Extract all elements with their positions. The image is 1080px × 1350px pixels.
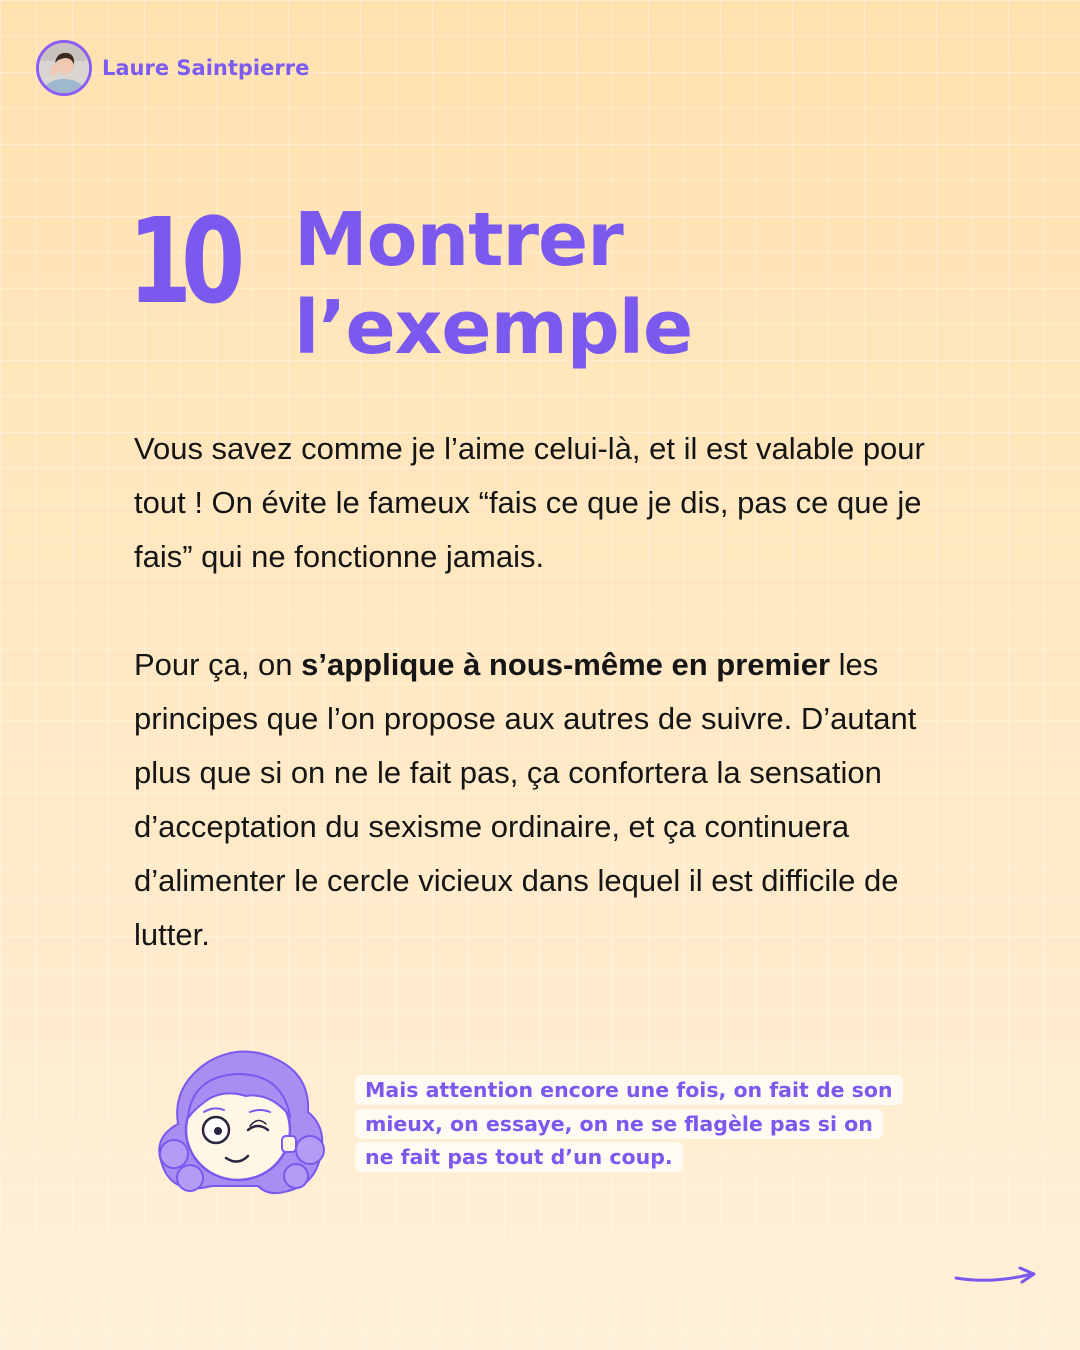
- body-text: [134, 422, 934, 962]
- paragraph-intro: Vous savez comme je l’aime celui-là, et il est valable pour tout ! On évite le fameux “fais ce que je dis, pas ce que je fais” qui ne fonctionne jamais.: [134, 431, 925, 574]
- section-title: [294, 196, 854, 372]
- title-line-2: l’exemple: [294, 285, 693, 371]
- title-line-1: Montrer: [294, 197, 623, 283]
- winking-woman-illustration: [150, 1046, 335, 1205]
- tip-callout: [355, 1074, 895, 1175]
- author-name[interactable]: Laure Saintpierre: [102, 56, 310, 80]
- author-avatar[interactable]: [36, 40, 92, 96]
- paragraph-advice-emphasis: s’applique à nous-même en premier: [301, 647, 831, 682]
- tip-text: Mais attention encore une fois, on fait de son mieux, on essaye, on ne se flagèle pas si on ne fait pas tout d’un coup.: [355, 1075, 903, 1172]
- paragraph-advice-start: Pour ça, on: [134, 647, 302, 682]
- author-badge[interactable]: [36, 40, 309, 96]
- paragraph-advice-end: les principes que l’on propose aux autres de suivre. D’autant plus que si on ne le fait pas, ça confortera la sensation d’acceptation du sexisme ordinaire, et ça continuera d’alimenter le cercle vicieux dans lequel il est difficile de lutter.: [134, 647, 917, 952]
- next-arrow[interactable]: [950, 1262, 1040, 1296]
- step-number: 10: [128, 192, 235, 330]
- section-heading: [128, 192, 854, 372]
- winking-woman-icon: [150, 1046, 335, 1201]
- next-arrow-icon: [950, 1262, 1040, 1292]
- author-photo-avatar-icon: [39, 43, 89, 93]
- paragraph-advice: [134, 638, 934, 962]
